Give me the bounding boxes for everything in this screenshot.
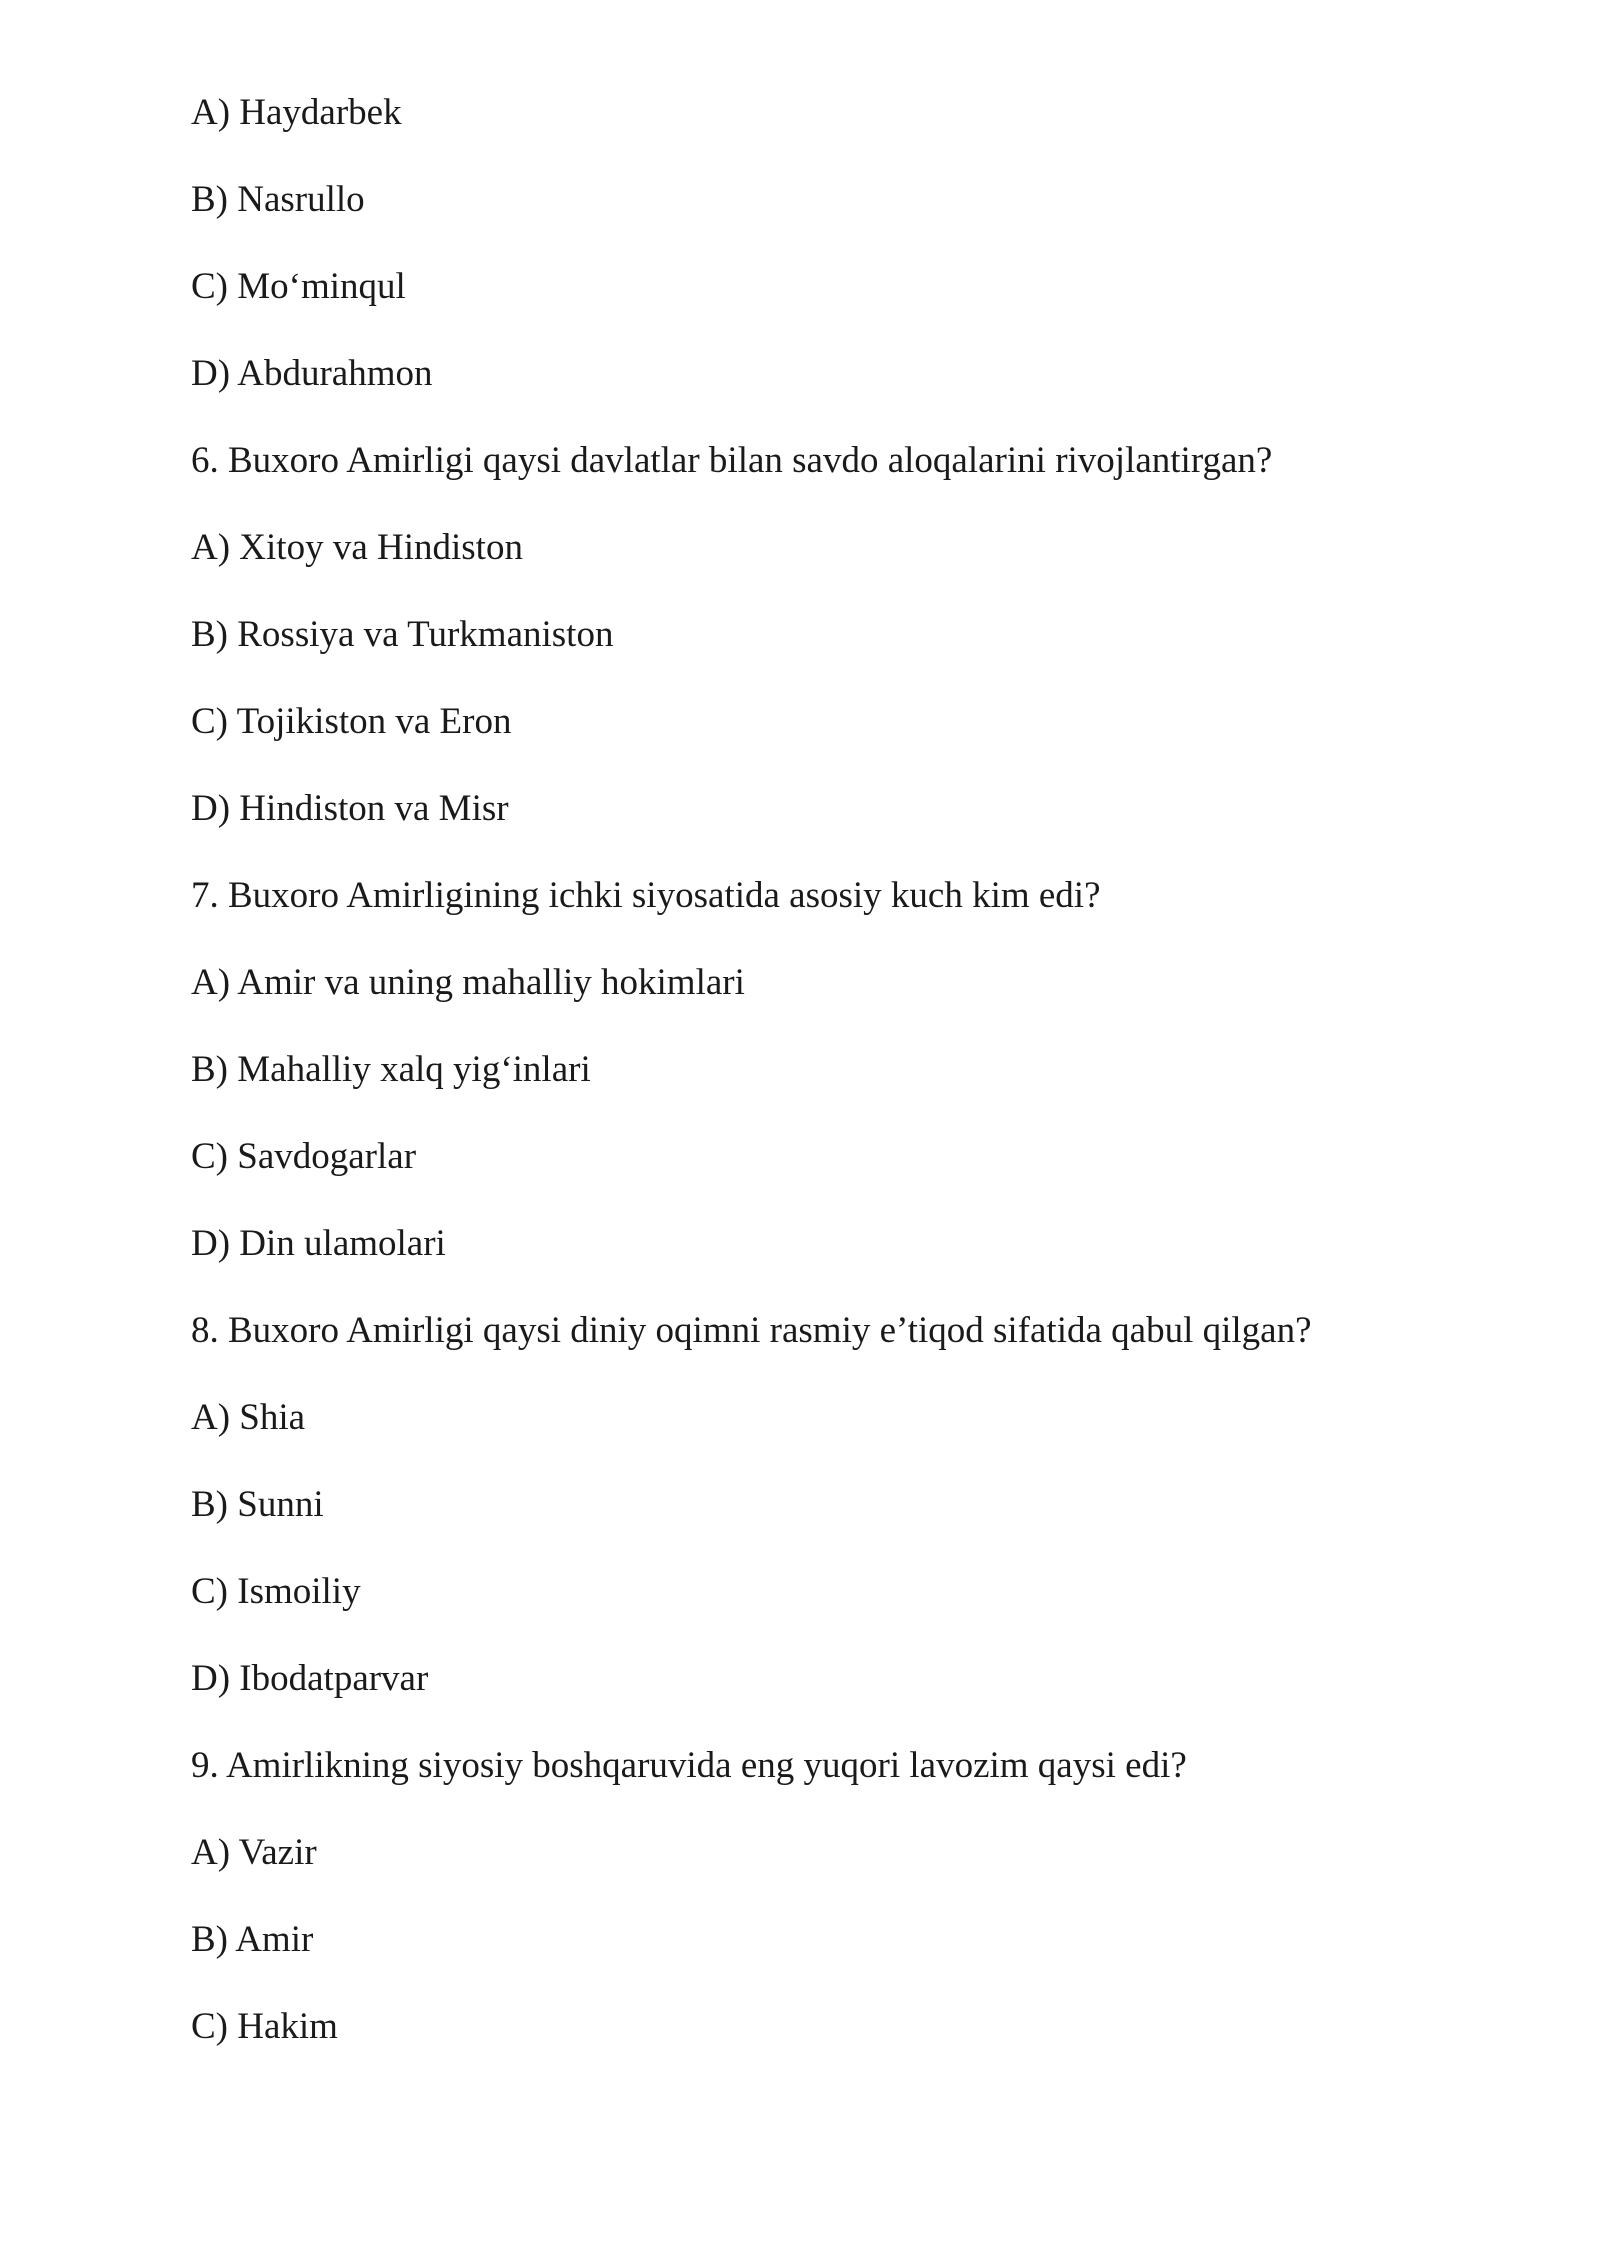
answer-option: A) Amir va uning mahalliy hokimlari bbox=[191, 962, 745, 1003]
answer-option: D) Ibodatparvar bbox=[191, 1658, 429, 1699]
answer-option: D) Din ulamolari bbox=[191, 1223, 446, 1264]
answer-option: A) Xitoy va Hindiston bbox=[191, 527, 523, 568]
answer-option: A) Haydarbek bbox=[191, 92, 402, 133]
document-body bbox=[191, 90, 1441, 2091]
question: 7. Buxoro Amirligining ichki siyosatida asosiy kuch kim edi? bbox=[191, 875, 1101, 916]
answer-option: B) Sunni bbox=[191, 1484, 324, 1525]
answer-option: C) Savdogarlar bbox=[191, 1136, 417, 1177]
answer-option: B) Amir bbox=[191, 1919, 314, 1960]
answer-option: B) Mahalliy xalq yig‘inlari bbox=[191, 1049, 591, 1090]
answer-option: B) Rossiya va Turkmaniston bbox=[191, 614, 614, 655]
answer-option: C) Tojikiston va Eron bbox=[191, 701, 512, 742]
answer-option: C) Ismoiliy bbox=[191, 1571, 361, 1612]
answer-option: B) Nasrullo bbox=[191, 179, 365, 220]
answer-option: C) Mo‘minqul bbox=[191, 266, 406, 307]
question: 8. Buxoro Amirligi qaysi diniy oqimni rasmiy e’tiqod sifatida qabul qilgan? bbox=[191, 1310, 1312, 1351]
question: 6. Buxoro Amirligi qaysi davlatlar bilan savdo aloqalarini rivojlantirgan? bbox=[191, 440, 1273, 481]
answer-option: C) Hakim bbox=[191, 2006, 338, 2047]
answer-option: A) Shia bbox=[191, 1397, 306, 1438]
answer-option: A) Vazir bbox=[191, 1832, 317, 1873]
question: 9. Amirlikning siyosiy boshqaruvida eng yuqori lavozim qaysi edi? bbox=[191, 1745, 1187, 1786]
answer-option: D) Hindiston va Misr bbox=[191, 788, 509, 829]
answer-option: D) Abdurahmon bbox=[191, 353, 433, 394]
